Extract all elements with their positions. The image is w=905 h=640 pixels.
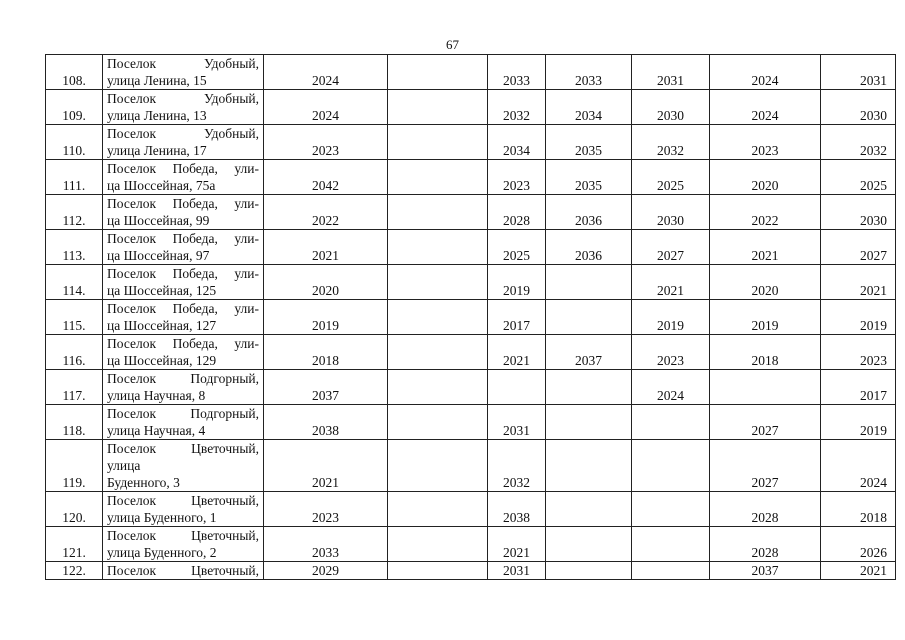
year-cell-4: 2035 xyxy=(546,160,632,195)
year-cell-3: 2031 xyxy=(488,562,546,580)
address-line: ца Шоссейная, 129 xyxy=(107,353,217,368)
table-row xyxy=(46,160,896,195)
year-cell-7: 2024 xyxy=(821,440,896,492)
address-line: Поселок Победа, ули- xyxy=(107,336,259,351)
year-cell-6: 2028 xyxy=(710,492,821,527)
year-cell-4 xyxy=(546,492,632,527)
address-line: улица Научная, 4 xyxy=(107,423,206,438)
year-cell-5: 2021 xyxy=(632,265,710,300)
year-cell-7: 2030 xyxy=(821,90,896,125)
year-cell-6: 2027 xyxy=(710,405,821,440)
row-number: 122. xyxy=(46,562,103,580)
year-cell-6 xyxy=(710,370,821,405)
year-cell-6: 2024 xyxy=(710,55,821,90)
address-cell xyxy=(103,195,264,230)
address-line: улица Буденного, 1 xyxy=(107,510,217,525)
address-cell xyxy=(103,265,264,300)
row-number: 118. xyxy=(46,405,103,440)
address-line: улица Ленина, 17 xyxy=(107,143,207,158)
address-cell xyxy=(103,440,264,492)
year-cell-7: 2023 xyxy=(821,335,896,370)
year-cell-6: 2023 xyxy=(710,125,821,160)
address-line: Поселок Победа, ули- xyxy=(107,301,259,316)
year-cell-6: 2018 xyxy=(710,335,821,370)
address-line: Поселок Удобный, xyxy=(107,91,259,106)
address-line: улица xyxy=(107,458,141,473)
year-cell-3: 2033 xyxy=(488,55,546,90)
row-number: 110. xyxy=(46,125,103,160)
address-cell xyxy=(103,370,264,405)
year-cell-4 xyxy=(546,300,632,335)
row-number: 121. xyxy=(46,527,103,562)
year-cell-3: 2025 xyxy=(488,230,546,265)
address-line: ца Шоссейная, 125 xyxy=(107,283,217,298)
row-number: 108. xyxy=(46,55,103,90)
year-cell-4 xyxy=(546,265,632,300)
year-cell-2 xyxy=(388,265,488,300)
address-line: улица Научная, 8 xyxy=(107,388,206,403)
year-cell-5 xyxy=(632,440,710,492)
address-cell xyxy=(103,405,264,440)
address-cell xyxy=(103,90,264,125)
address-cell xyxy=(103,55,264,90)
year-cell-5: 2030 xyxy=(632,90,710,125)
year-cell-1: 2023 xyxy=(264,125,388,160)
address-line: ца Шоссейная, 97 xyxy=(107,248,210,263)
year-cell-1: 2022 xyxy=(264,195,388,230)
year-cell-2 xyxy=(388,125,488,160)
year-cell-1: 2018 xyxy=(264,335,388,370)
year-cell-7: 2021 xyxy=(821,562,896,580)
year-cell-6: 2019 xyxy=(710,300,821,335)
year-cell-4: 2034 xyxy=(546,90,632,125)
year-cell-3: 2032 xyxy=(488,440,546,492)
table-row xyxy=(46,492,896,527)
year-cell-2 xyxy=(388,195,488,230)
year-cell-6: 2037 xyxy=(710,562,821,580)
year-cell-1: 2019 xyxy=(264,300,388,335)
year-cell-7: 2021 xyxy=(821,265,896,300)
table-row xyxy=(46,335,896,370)
year-cell-2 xyxy=(388,230,488,265)
address-line: Поселок Победа, ули- xyxy=(107,231,259,246)
year-cell-3: 2034 xyxy=(488,125,546,160)
address-line: Поселок Цветочный, xyxy=(107,563,259,578)
year-cell-4 xyxy=(546,562,632,580)
year-cell-5: 2025 xyxy=(632,160,710,195)
year-cell-3: 2028 xyxy=(488,195,546,230)
table-row xyxy=(46,90,896,125)
year-cell-3 xyxy=(488,370,546,405)
year-cell-2 xyxy=(388,405,488,440)
year-cell-4 xyxy=(546,440,632,492)
row-number: 120. xyxy=(46,492,103,527)
year-cell-7: 2026 xyxy=(821,527,896,562)
year-cell-3: 2021 xyxy=(488,527,546,562)
year-cell-6: 2022 xyxy=(710,195,821,230)
table-row xyxy=(46,265,896,300)
year-cell-7: 2019 xyxy=(821,300,896,335)
address-line: улица Буденного, 2 xyxy=(107,545,217,560)
row-number: 111. xyxy=(46,160,103,195)
year-cell-2 xyxy=(388,562,488,580)
year-cell-7: 2025 xyxy=(821,160,896,195)
address-line: Поселок Победа, ули- xyxy=(107,161,259,176)
address-cell xyxy=(103,125,264,160)
address-line: Поселок Цветочный, xyxy=(107,528,259,543)
year-cell-3: 2019 xyxy=(488,265,546,300)
year-cell-1: 2033 xyxy=(264,527,388,562)
table-row xyxy=(46,562,896,580)
year-cell-6: 2027 xyxy=(710,440,821,492)
year-cell-5: 2024 xyxy=(632,370,710,405)
year-cell-3: 2038 xyxy=(488,492,546,527)
year-cell-1: 2024 xyxy=(264,55,388,90)
table-row xyxy=(46,195,896,230)
year-cell-2 xyxy=(388,90,488,125)
year-cell-4: 2036 xyxy=(546,195,632,230)
year-cell-3: 2017 xyxy=(488,300,546,335)
year-cell-5: 2019 xyxy=(632,300,710,335)
year-cell-6: 2020 xyxy=(710,265,821,300)
table-row xyxy=(46,527,896,562)
year-cell-5 xyxy=(632,492,710,527)
address-line: ца Шоссейная, 75а xyxy=(107,178,216,193)
year-cell-2 xyxy=(388,55,488,90)
year-cell-5: 2023 xyxy=(632,335,710,370)
table-row xyxy=(46,370,896,405)
address-cell xyxy=(103,300,264,335)
year-cell-6: 2028 xyxy=(710,527,821,562)
table-row xyxy=(46,55,896,90)
year-cell-2 xyxy=(388,527,488,562)
row-number: 113. xyxy=(46,230,103,265)
address-line: Поселок Подгорный, xyxy=(107,406,259,421)
address-line: улица Ленина, 13 xyxy=(107,108,207,123)
year-cell-4: 2037 xyxy=(546,335,632,370)
address-line: Поселок Цветочный, xyxy=(107,441,259,456)
year-cell-6: 2020 xyxy=(710,160,821,195)
address-cell xyxy=(103,160,264,195)
year-cell-7: 2019 xyxy=(821,405,896,440)
year-cell-4 xyxy=(546,527,632,562)
row-number: 119. xyxy=(46,440,103,492)
year-cell-4 xyxy=(546,405,632,440)
year-cell-4: 2036 xyxy=(546,230,632,265)
address-cell xyxy=(103,230,264,265)
address-cell xyxy=(103,562,264,580)
year-cell-1: 2037 xyxy=(264,370,388,405)
year-cell-5 xyxy=(632,527,710,562)
row-number: 114. xyxy=(46,265,103,300)
row-number: 115. xyxy=(46,300,103,335)
year-cell-1: 2021 xyxy=(264,440,388,492)
year-cell-2 xyxy=(388,492,488,527)
address-line: Буденного, 3 xyxy=(107,475,180,490)
year-cell-7: 2030 xyxy=(821,195,896,230)
year-cell-7: 2027 xyxy=(821,230,896,265)
address-line: Поселок Победа, ули- xyxy=(107,196,259,211)
table-row xyxy=(46,300,896,335)
year-cell-2 xyxy=(388,160,488,195)
year-cell-2 xyxy=(388,335,488,370)
table-row xyxy=(46,125,896,160)
row-number: 117. xyxy=(46,370,103,405)
row-number: 116. xyxy=(46,335,103,370)
address-line: ца Шоссейная, 99 xyxy=(107,213,210,228)
year-cell-1: 2042 xyxy=(264,160,388,195)
year-cell-5 xyxy=(632,562,710,580)
year-cell-4 xyxy=(546,370,632,405)
year-cell-3: 2021 xyxy=(488,335,546,370)
page-number: 67 xyxy=(446,37,459,52)
address-line: Поселок Победа, ули- xyxy=(107,266,259,281)
address-line: Поселок Цветочный, xyxy=(107,493,259,508)
address-cell xyxy=(103,527,264,562)
year-cell-3: 2032 xyxy=(488,90,546,125)
year-cell-2 xyxy=(388,440,488,492)
table-row xyxy=(46,230,896,265)
address-cell xyxy=(103,492,264,527)
address-line: ца Шоссейная, 127 xyxy=(107,318,217,333)
year-cell-2 xyxy=(388,300,488,335)
registry-table xyxy=(45,54,896,580)
year-cell-3: 2023 xyxy=(488,160,546,195)
table-row xyxy=(46,405,896,440)
year-cell-1: 2029 xyxy=(264,562,388,580)
year-cell-1: 2020 xyxy=(264,265,388,300)
year-cell-4: 2033 xyxy=(546,55,632,90)
table-row xyxy=(46,440,896,492)
address-line: Поселок Удобный, xyxy=(107,56,259,71)
year-cell-5 xyxy=(632,405,710,440)
year-cell-1: 2021 xyxy=(264,230,388,265)
address-line: Поселок Подгорный, xyxy=(107,371,259,386)
table-body xyxy=(46,55,896,580)
year-cell-7: 2032 xyxy=(821,125,896,160)
year-cell-7: 2031 xyxy=(821,55,896,90)
address-cell xyxy=(103,335,264,370)
year-cell-3: 2031 xyxy=(488,405,546,440)
address-line: улица Ленина, 15 xyxy=(107,73,207,88)
address-line: Поселок Удобный, xyxy=(107,126,259,141)
year-cell-5: 2027 xyxy=(632,230,710,265)
year-cell-6: 2021 xyxy=(710,230,821,265)
year-cell-1: 2024 xyxy=(264,90,388,125)
year-cell-1: 2023 xyxy=(264,492,388,527)
year-cell-2 xyxy=(388,370,488,405)
year-cell-6: 2024 xyxy=(710,90,821,125)
year-cell-4: 2035 xyxy=(546,125,632,160)
row-number: 112. xyxy=(46,195,103,230)
year-cell-5: 2031 xyxy=(632,55,710,90)
year-cell-5: 2032 xyxy=(632,125,710,160)
year-cell-5: 2030 xyxy=(632,195,710,230)
year-cell-7: 2017 xyxy=(821,370,896,405)
year-cell-7: 2018 xyxy=(821,492,896,527)
year-cell-1: 2038 xyxy=(264,405,388,440)
row-number: 109. xyxy=(46,90,103,125)
